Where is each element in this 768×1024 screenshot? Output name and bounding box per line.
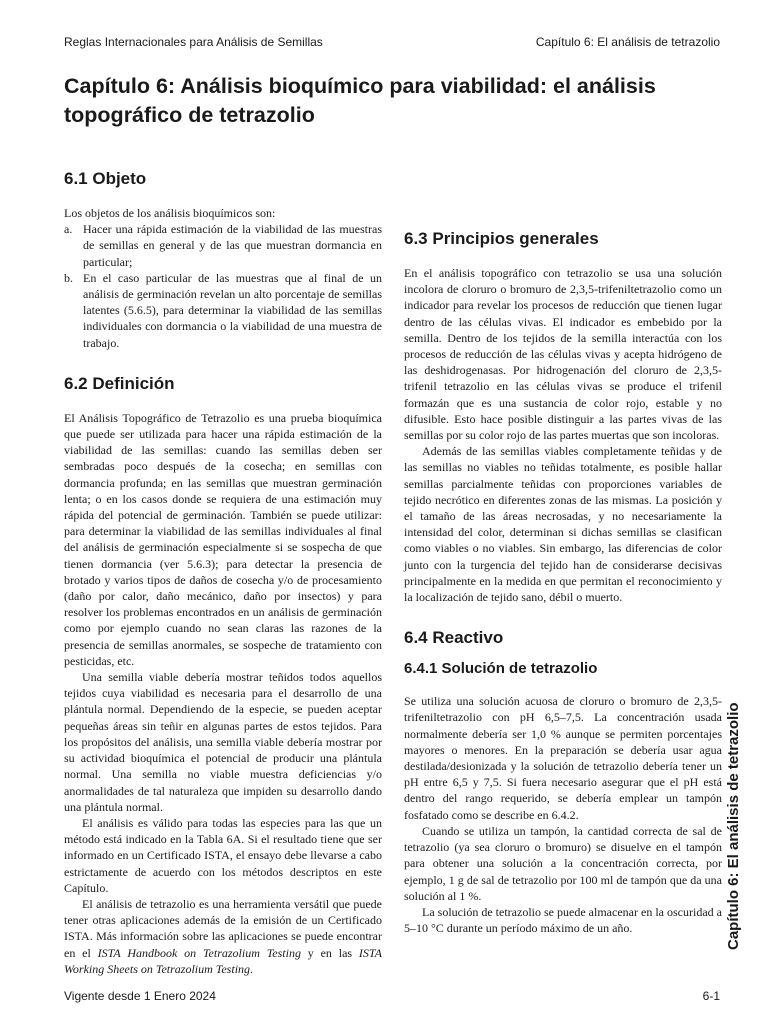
definicion-paragraph: El análisis es válido para todas las especies para las que un método está indicado en la Tabla 6A. Si el resultado tiene que ser informado en un Certificado ISTA, el ensayo debe llevarse a cabo estrictamente de acuerdo con los métodos descriptos en este Capítulo. xyxy=(64,815,382,895)
paragraph-text: El análisis de tetrazolio es una herramienta versátil que puede tener otras aplicaciones además de la emisión de un Certificado ISTA. Más información sobre las aplicaciones se puede encontrar en el xyxy=(64,896,382,960)
reactivo-paragraph: Cuando se utiliza un tampón, la cantidad correcta de sal de tetrazolio (ya sea cloruro o bromuro) se disuelve en el tampón para obtener una solución a la concentración correcta, por ejemplo, 1 g de sal de tetrazolio por 100 ml de tampón que da una solución al 1 %. xyxy=(404,823,722,903)
footer-effective-date: Vigente desde 1 Enero 2024 xyxy=(64,989,216,1003)
page-number: 6-1 xyxy=(702,989,720,1003)
handbook-reference: ISTA Handbook on Tetrazolium Testing xyxy=(97,945,301,960)
list-item-text: Hacer una rápida estimación de la viabilidad de las muestras de semillas en general y de las que muestran dormancia en particular; xyxy=(83,222,382,269)
section-heading-principios: 6.3 Principios generales xyxy=(404,229,599,248)
list-item xyxy=(64,221,382,270)
running-header-left: Reglas Internacionales para Análisis de Semillas xyxy=(64,35,323,49)
working-sheets-reference: ISTA Working Sheets on Tetrazolium Testing xyxy=(64,945,382,976)
list-marker: b. xyxy=(64,270,73,285)
list-marker: a. xyxy=(64,222,73,237)
running-header-right: Capítulo 6: El análisis de tetrazolio xyxy=(535,35,720,49)
right-column xyxy=(404,168,722,936)
section-heading-objeto: 6.1 Objeto xyxy=(64,169,147,188)
left-column xyxy=(64,168,382,977)
chapter-title: Capítulo 6: Análisis bioquímico para viabilidad: el análisis topográfico de tetrazolio xyxy=(64,74,656,127)
reactivo-paragraph: Se utiliza una solución acuosa de cloruro o bromuro de 2,3,5-trifeniltetrazolio con pH 6,5–7,5. La concentración usada normalmente debería ser 1,0 % aunque se permiten porcentajes mayores o menores. En la preparación se debería usar agua destilada/desionizada y la solución de tetrazolio debería tener un pH entre 6,5 y 7,5. Si fuera necesario asegurar que el pH está dentro del rango requerido, se debería emplear un tampón fosfatado como se describe en 6.4.2. xyxy=(404,694,722,822)
definicion-paragraph xyxy=(64,896,382,977)
objeto-list xyxy=(64,221,382,351)
subsection-heading-solucion: 6.4.1 Solución de tetrazolio xyxy=(404,660,598,678)
paragraph-text: . xyxy=(250,961,254,976)
list-item xyxy=(64,270,382,351)
definicion-paragraph: El Análisis Topográfico de Tetrazolio es una prueba bioquímica que puede ser utilizada para hacer una rápida estimación de la viabilidad de las semillas: cuando las semillas deben ser sembradas poco después de la cosecha; en semillas con dormancia profunda; en las semillas que muestran germinación lenta; o en los casos donde se requiera de una estimación muy rápida del potencial de germinación. También se puede utilizar: para determinar la viabilidad de las semillas individuales al final del análisis de germinación especialmente si se sospecha de que tienen dormancia (ver 5.6.3); para detectar la presencia de brotado y varios tipos de daños de cosecha y/o de procesamiento (daño por calor, daño mecánico, daño por insectos) y para resolver los problemas encontrados en un análisis de germinación como por ejemplo cuando no sean claras las razones de la presencia de semillas anormales, se sospeche de tratamiento con pesticidas, etc. xyxy=(64,410,382,668)
principios-paragraph: Además de las semillas viables completamente teñidas y de las semillas no viables no teñidas totalmente, es posible hallar semillas parcialmente teñidas con proporciones variables de tejido necrótico en diferentes zonas de las mismas. La posición y el tamaño de las áreas necrosadas, y no necesariamente la intensidad del color, determinan si dichas semillas se clasifican como viables o no viables. Sin embargo, las diferencias de color junto con la turgencia del tejido han de considerarse decisivas principalmente en la medida en que permitan el reconocimiento y la localización de tejido sano, débil o muerto. xyxy=(404,444,722,605)
list-item-text: En el caso particular de las muestras que al final de un análisis de germinación revelan un alto porcentaje de semillas latentes (5.6.5), para determinar la viabilidad de las semillas individuales con dormancia o la viabilidad de una muestra de trabajo. xyxy=(83,270,382,350)
objeto-intro: Los objetos de los análisis bioquímicos son: xyxy=(64,206,276,220)
principios-paragraph: En el análisis topográfico con tetrazolio se usa una solución incolora de cloruro o bromuro de 2,3,5-trifeniltetrazolio como un indicador para revelar los procesos de reducción que tienen lugar dentro de las células vivas. El indicador es embebido por la semilla. Dentro de los tejidos de la semilla interactúa con los procesos de reducción de las células vivas y acepta hidrógeno de las deshidrogenasas. Por hidrogenación del cloruro de 2,3,5-trifenil tetrazolio en las células vivas se produce el trifenil formazán que es una sustancia de color rojo, estable y no difusible. Esto hace posible distinguir a las partes vivas de las semillas por su color rojo de las partes muertas que son incoloras. xyxy=(404,266,722,443)
definicion-paragraph: Una semilla viable debería mostrar teñidos todos aquellos tejidos cuya viabilidad es necesaria para el desarrollo de una plántula normal. Dependiendo de la especie, se pueden aceptar pequeñas áreas sin teñir en algunas partes de estos tejidos. Para los propósitos del análisis, una semilla viable debería mostrar por su actividad bioquímica el potencial de producir una plántula normal. Una semilla no viable muestra deficiencias y/o anormalidades de tal naturaleza que impiden su desarrollo dando una plántula normal. xyxy=(64,670,382,814)
section-heading-definicion: 6.2 Definición xyxy=(64,373,175,393)
paragraph-text: y en las xyxy=(300,945,359,960)
chapter-sidebar-tab: Capítulo 6: El análisis de tetrazolio xyxy=(725,702,742,950)
section-heading-reactivo: 6.4 Reactivo xyxy=(404,628,504,648)
reactivo-paragraph: La solución de tetrazolio se puede almacenar en la oscuridad a 5–10 °C durante un período máximo de un año. xyxy=(404,904,722,936)
